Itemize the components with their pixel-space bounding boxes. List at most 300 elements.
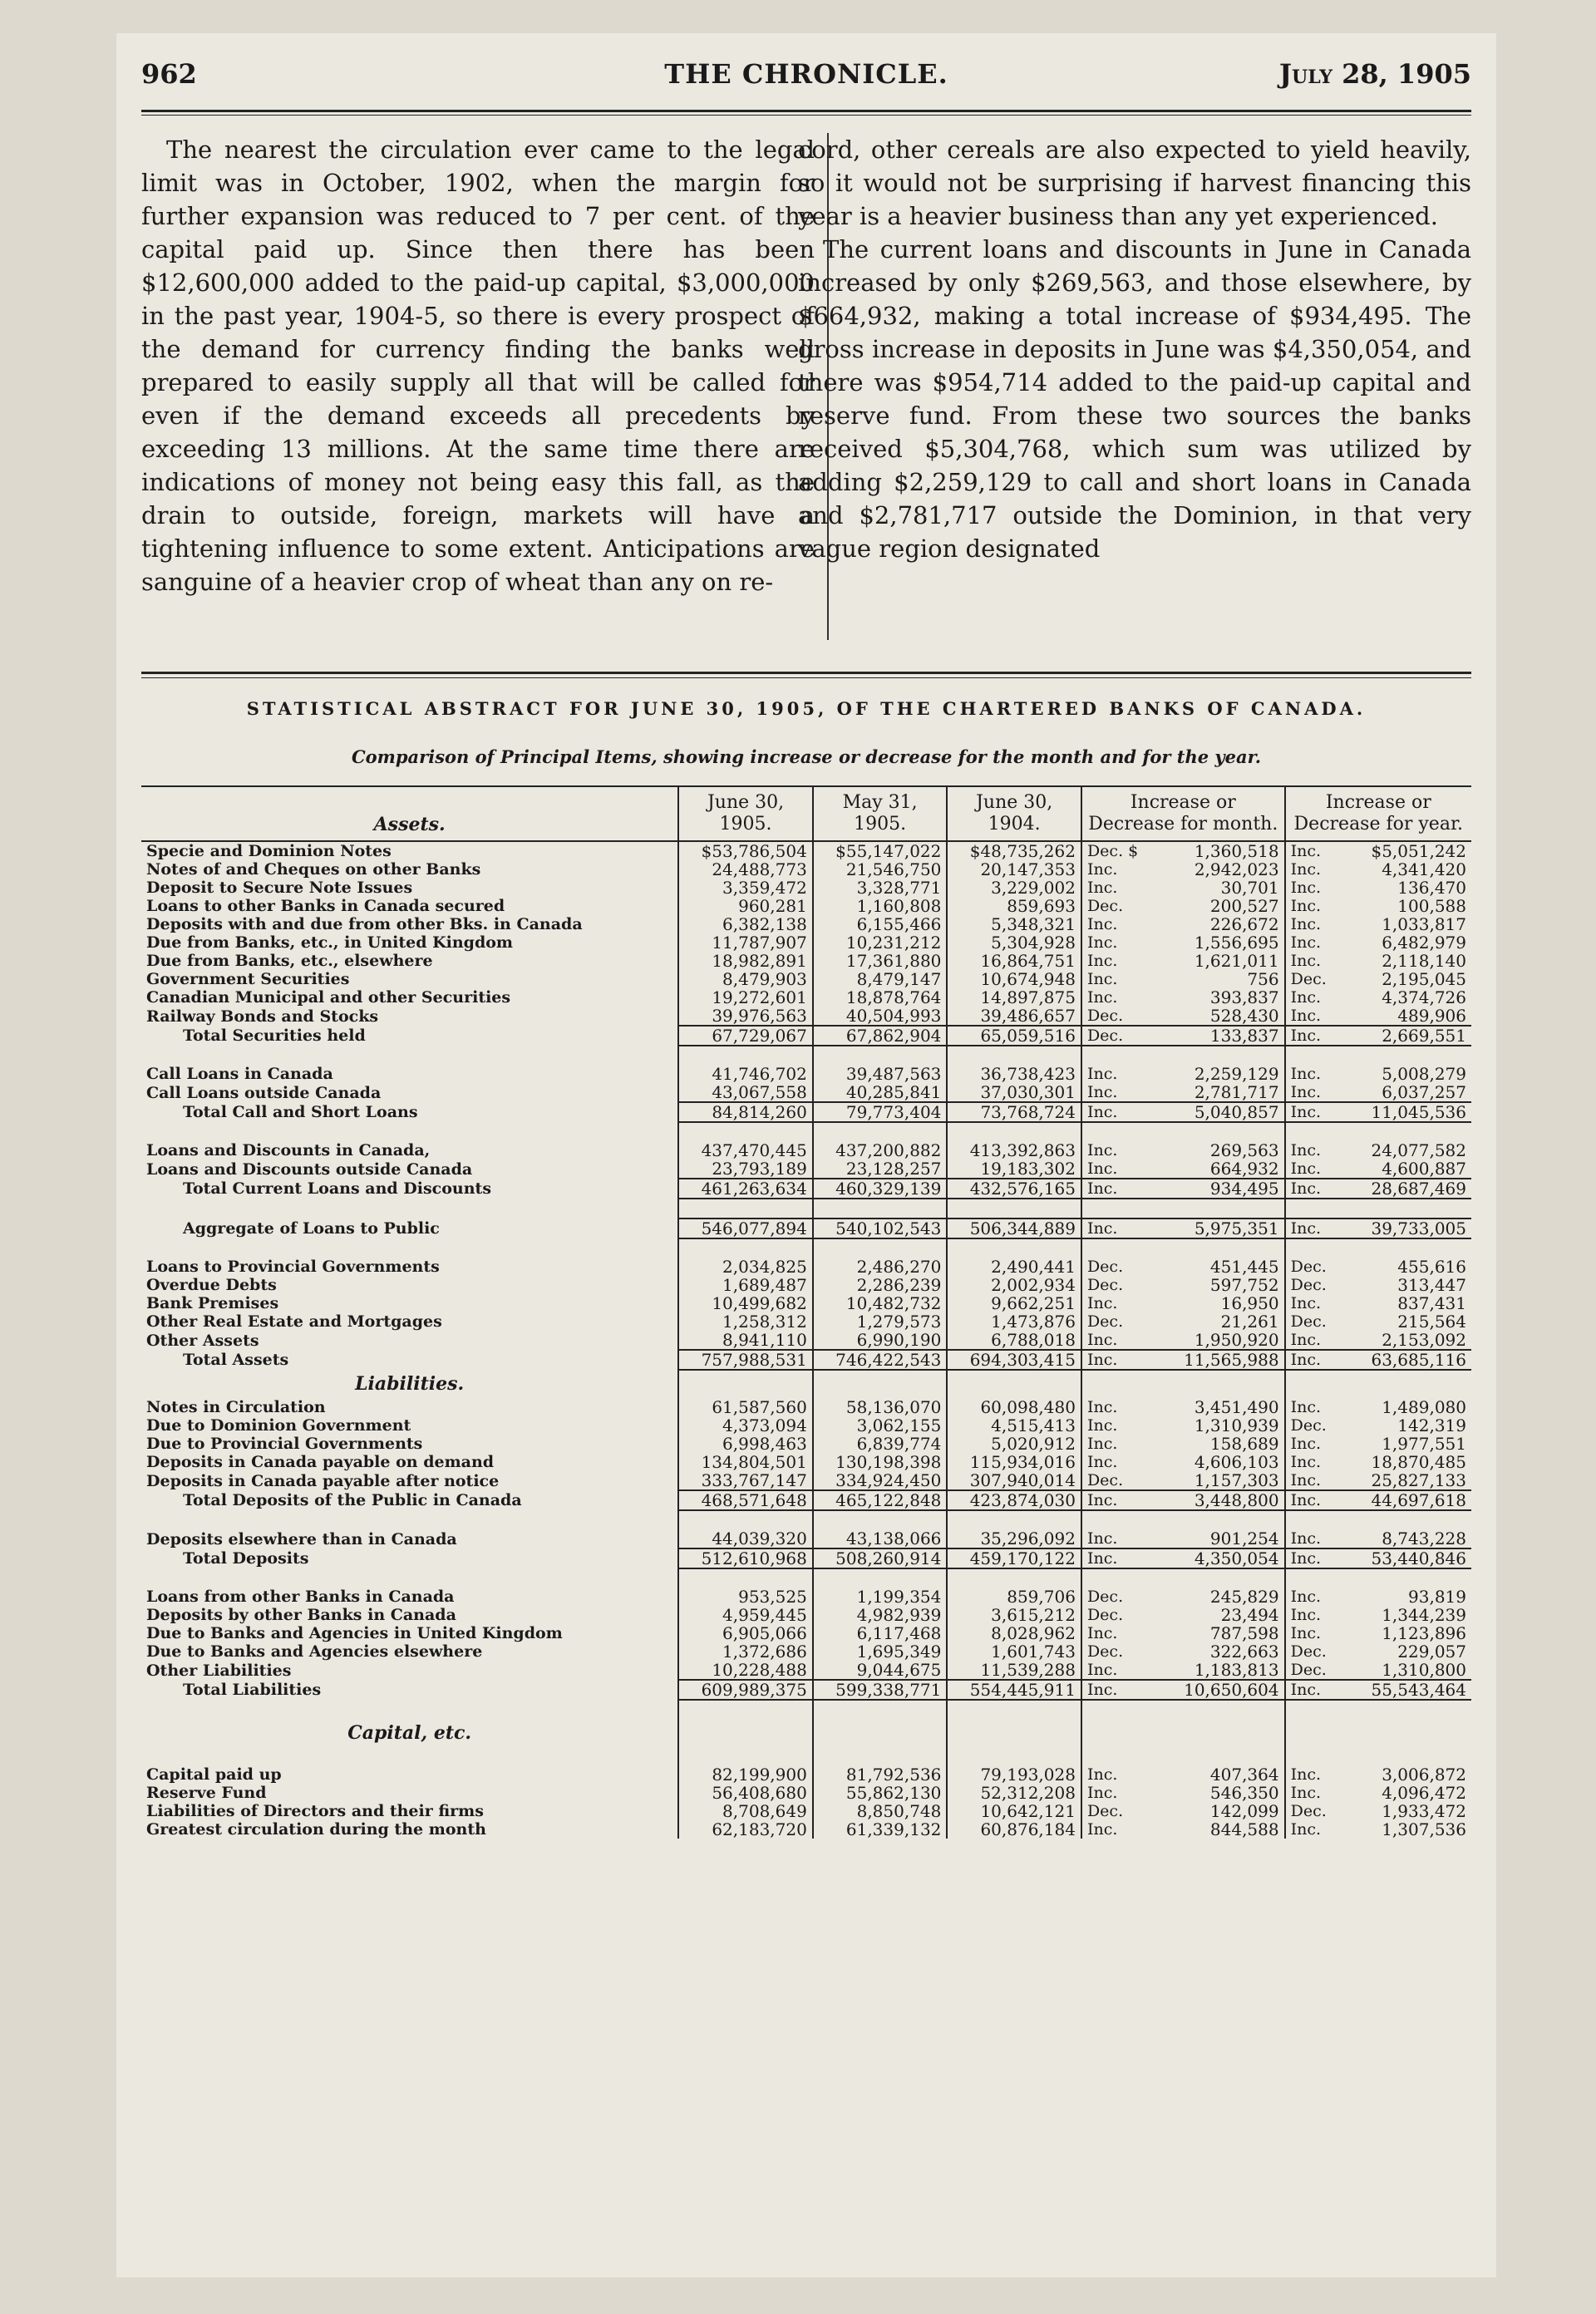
row-label: Liabilities of Directors and their firms [146, 1802, 484, 1820]
month-change-type: Inc. [1081, 1680, 1144, 1700]
value-june-1904: 4,515,413 [947, 1416, 1081, 1435]
year-change-type: Inc. [1285, 1820, 1332, 1839]
header-may-1905: May 31, 1905. [813, 786, 948, 841]
section-heading-row [141, 1719, 1471, 1747]
table-row [141, 933, 1471, 952]
statistical-abstract-table [141, 785, 1471, 1839]
month-change-value: 407,364 [1209, 1765, 1279, 1785]
row-label: Deposits in Canada payable on demand [146, 1453, 495, 1471]
month-change-type: Inc. [1081, 1350, 1144, 1370]
month-change-type: Inc. [1081, 1490, 1144, 1510]
year-change-type: Dec. [1285, 1642, 1332, 1661]
value-june-1904: 60,876,184 [947, 1820, 1081, 1839]
month-change-type: Inc. [1081, 1179, 1144, 1199]
value-may-1905: 3,328,771 [813, 879, 948, 897]
table-row [141, 1007, 1471, 1026]
value-june-1905: 1,258,312 [678, 1312, 813, 1331]
table-row [141, 1471, 1471, 1490]
table-row [141, 1435, 1471, 1453]
empty-cell [1285, 1719, 1332, 1747]
spacer-cell [1081, 1510, 1144, 1529]
year-change-value: 53,440,846 [1332, 1548, 1471, 1568]
row-label: Greatest circulation during the month [146, 1820, 486, 1839]
spacer-row [141, 1568, 1471, 1588]
spacer-cell [1144, 1700, 1285, 1719]
table-row [141, 1661, 1471, 1680]
table-row [141, 1276, 1471, 1294]
month-change-type: Dec. [1081, 1471, 1144, 1490]
month-change-value: 597,752 [1209, 1275, 1279, 1295]
year-change-type: Inc. [1285, 988, 1332, 1007]
value-may-1905: 39,487,563 [813, 1065, 948, 1083]
month-change-value: 546,350 [1209, 1783, 1279, 1803]
spacer-cell [1332, 1568, 1471, 1588]
year-change-type: Inc. [1285, 1219, 1332, 1238]
year-change-value: 2,669,551 [1332, 1026, 1471, 1046]
month-change-type: Inc. [1081, 1416, 1144, 1435]
value-may-1905: 8,850,748 [813, 1802, 948, 1820]
month-change-value: 901,254 [1209, 1529, 1279, 1548]
spacer-row [141, 1510, 1471, 1529]
month-change-type: Dec. [1081, 1276, 1144, 1294]
value-june-1905: 6,382,138 [678, 915, 813, 933]
year-change-type: Dec. [1285, 1276, 1332, 1294]
year-change-value: 6,037,257 [1382, 1082, 1466, 1102]
spacer-cell [947, 1510, 1081, 1529]
value-may-1905: 1,199,354 [813, 1588, 948, 1606]
month-change-value: 245,829 [1209, 1587, 1279, 1607]
table-row [141, 1765, 1471, 1784]
year-change-value: 2,153,092 [1382, 1330, 1466, 1350]
value-june-1904: 5,304,928 [947, 933, 1081, 952]
table-row [141, 1624, 1471, 1642]
year-change-type: Inc. [1285, 897, 1332, 915]
year-change-type: Inc. [1285, 1680, 1332, 1700]
spacer-cell [1144, 1122, 1285, 1141]
value-may-1905: 540,102,543 [813, 1219, 948, 1238]
header-june-1904: June 30, 1904. [947, 786, 1081, 841]
spacer-cell [678, 1046, 813, 1065]
row-label: Total Call and Short Loans [183, 1103, 418, 1121]
year-change-value: 8,743,228 [1382, 1529, 1466, 1548]
value-june-1904: 1,473,876 [947, 1312, 1081, 1331]
row-label: Specie and Dominion Notes [146, 842, 392, 860]
month-change-value: 2,781,717 [1194, 1082, 1279, 1102]
value-may-1905: 6,117,468 [813, 1624, 948, 1642]
table-row [141, 879, 1471, 897]
table-row [141, 897, 1471, 915]
section-heading-row [141, 1370, 1471, 1398]
year-change-type: Dec. [1285, 970, 1332, 988]
month-change-type: Inc. [1081, 1661, 1144, 1680]
row-label: Due from Banks, etc., elsewhere [146, 952, 433, 970]
empty-cell [947, 1719, 1081, 1747]
month-change-value: 756 [1247, 969, 1279, 989]
year-change-value: 1,489,080 [1382, 1397, 1466, 1417]
table-row [141, 1159, 1471, 1179]
value-june-1905: 6,905,066 [678, 1624, 813, 1642]
section-rule [141, 672, 1471, 674]
value-june-1904: 10,674,948 [947, 970, 1081, 988]
spacer-row [141, 1046, 1471, 1065]
row-label: Loans and Discounts in Canada, [146, 1141, 431, 1159]
month-change-value: 5,040,857 [1144, 1102, 1285, 1122]
value-june-1904: 79,193,028 [947, 1765, 1081, 1784]
table-row [141, 1258, 1471, 1276]
month-change-type: Inc. [1081, 1548, 1144, 1568]
value-june-1905: 23,793,189 [678, 1159, 813, 1179]
table-total-row [141, 1179, 1471, 1199]
year-change-type: Dec. [1285, 1802, 1332, 1820]
value-june-1905: 43,067,558 [678, 1083, 813, 1102]
table-row [141, 988, 1471, 1007]
row-label: Government Securities [146, 970, 350, 988]
value-june-1905: 134,804,501 [678, 1453, 813, 1471]
value-june-1905: 10,499,682 [678, 1294, 813, 1312]
value-june-1904: 554,445,911 [947, 1680, 1081, 1700]
value-june-1905: 10,228,488 [678, 1661, 813, 1680]
value-june-1905: 8,708,649 [678, 1802, 813, 1820]
year-change-type: Inc. [1285, 1065, 1332, 1083]
spacer-cell [678, 1747, 813, 1765]
spacer-row [141, 1199, 1471, 1219]
value-june-1905: 512,610,968 [678, 1548, 813, 1568]
article-column-left [141, 133, 815, 598]
value-june-1904: 36,738,423 [947, 1065, 1081, 1083]
year-change-type: Inc. [1285, 1529, 1332, 1548]
month-change-type: Inc. [1081, 1219, 1144, 1238]
spacer-cell [678, 1510, 813, 1529]
month-change-value: 393,837 [1209, 987, 1279, 1007]
issue-date: July 28, 1905 [1278, 58, 1471, 90]
value-june-1904: $48,735,262 [947, 841, 1081, 860]
year-change-type: Inc. [1285, 1026, 1332, 1046]
row-label: Bank Premises [146, 1294, 279, 1312]
value-june-1905: 8,941,110 [678, 1331, 813, 1350]
month-change-type: Dec. [1081, 1026, 1144, 1046]
table-total-row [141, 1102, 1471, 1122]
year-change-value: 11,045,536 [1332, 1102, 1471, 1122]
value-may-1905: 4,982,939 [813, 1606, 948, 1624]
year-change-type: Dec. [1285, 1312, 1332, 1331]
year-change-type: Inc. [1285, 1606, 1332, 1624]
value-june-1905: 953,525 [678, 1588, 813, 1606]
value-june-1904: 3,615,212 [947, 1606, 1081, 1624]
row-label: Other Real Estate and Mortgages [146, 1312, 442, 1331]
value-may-1905: 1,279,573 [813, 1312, 948, 1331]
spacer-cell [1144, 1199, 1285, 1219]
month-change-value: 5,975,351 [1144, 1219, 1285, 1238]
spacer-cell [947, 1046, 1081, 1065]
header-june-1905: June 30, 1905. [678, 786, 813, 841]
table-row [141, 1642, 1471, 1661]
empty-cell [947, 1370, 1081, 1398]
table-row [141, 1453, 1471, 1471]
value-june-1905: 546,077,894 [678, 1219, 813, 1238]
table-row [141, 1398, 1471, 1416]
value-may-1905: 9,044,675 [813, 1661, 948, 1680]
month-change-value: 226,672 [1209, 914, 1279, 934]
month-change-value: 664,932 [1209, 1159, 1279, 1179]
spacer-cell [141, 1510, 678, 1529]
spacer-cell [947, 1747, 1081, 1765]
table-header-row [141, 786, 1471, 841]
row-label: Loans to other Banks in Canada secured [146, 897, 505, 915]
spacer-cell [141, 1568, 678, 1588]
newspaper-page [116, 33, 1496, 2277]
month-change-type: Inc. [1081, 1820, 1144, 1839]
value-may-1905: 21,546,750 [813, 860, 948, 879]
spacer-cell [1285, 1700, 1332, 1719]
spacer-cell [1285, 1046, 1332, 1065]
year-change-type: Inc. [1285, 952, 1332, 970]
year-change-value: 313,447 [1397, 1275, 1466, 1295]
table-total-row [141, 1548, 1471, 1568]
value-june-1904: 2,002,934 [947, 1276, 1081, 1294]
spacer-cell [141, 1747, 678, 1765]
month-change-type: Inc. [1081, 970, 1144, 988]
row-label: Total Current Loans and Discounts [183, 1179, 492, 1198]
article-paragraph: The nearest the circulation ever came to the legal limit was in October, 1902, when the margin for further expansion was reduced to 7 per cent. of the capital paid up. Since then there has been $12,600,000 added to the paid-up capital, $3,000,000 in the past year, 1904-5, so there is every prospect of the demand for currency finding the banks well prepared to easily supply all that will be called for even if the demand exceeds all precedents by exceeding 13 millions. At the same time there are indications of money not being easy this fall, as the drain to outside, foreign, markets will have a tightening influence to some extent. Anticipations are sanguine of a heavier crop of wheat than any on re- [141, 135, 815, 596]
year-change-value: 44,697,618 [1332, 1490, 1471, 1510]
value-june-1904: 16,864,751 [947, 952, 1081, 970]
month-change-value: 1,310,939 [1194, 1415, 1279, 1435]
row-label: Deposit to Secure Note Issues [146, 879, 413, 897]
value-june-1905: 18,982,891 [678, 952, 813, 970]
spacer-cell [1285, 1747, 1332, 1765]
year-change-type: Inc. [1285, 1007, 1332, 1026]
value-june-1905: 609,989,375 [678, 1680, 813, 1700]
spacer-cell [947, 1700, 1081, 1719]
value-may-1905: 10,231,212 [813, 933, 948, 952]
table-row [141, 1331, 1471, 1350]
year-change-type: Inc. [1285, 1765, 1332, 1784]
month-change-value: 21,261 [1220, 1312, 1279, 1332]
row-label: Loans from other Banks in Canada [146, 1588, 455, 1606]
year-change-type: Inc. [1285, 933, 1332, 952]
value-june-1905: 61,587,560 [678, 1398, 813, 1416]
spacer-cell [678, 1238, 813, 1258]
month-change-value: 3,448,800 [1144, 1490, 1285, 1510]
month-change-value: 10,650,604 [1144, 1680, 1285, 1700]
year-change-value: 142,319 [1397, 1415, 1466, 1435]
month-change-type: Inc. [1081, 1065, 1144, 1083]
spacer-cell [678, 1700, 813, 1719]
month-change-type: Inc. [1081, 1141, 1144, 1159]
spacer-cell [1081, 1700, 1144, 1719]
year-change-value: 4,374,726 [1382, 987, 1466, 1007]
spacer-cell [141, 1122, 678, 1141]
year-change-value: 4,600,887 [1382, 1159, 1466, 1179]
month-change-value: 2,942,023 [1194, 859, 1279, 879]
value-june-1904: 10,642,121 [947, 1802, 1081, 1820]
value-may-1905: 17,361,880 [813, 952, 948, 970]
table-row [141, 1065, 1471, 1083]
spacer-cell [141, 1238, 678, 1258]
year-change-value: 215,564 [1397, 1312, 1466, 1332]
abstract-subtitle: Comparison of Principal Items, showing increase or decrease for the month and for the year. [351, 746, 1262, 767]
spacer-cell [678, 1199, 813, 1219]
empty-cell [813, 1719, 948, 1747]
spacer-cell [813, 1238, 948, 1258]
table-total-row [141, 1680, 1471, 1700]
value-june-1905: 82,199,900 [678, 1765, 813, 1784]
spacer-cell [1332, 1510, 1471, 1529]
year-change-type: Inc. [1285, 841, 1332, 860]
spacer-cell [1144, 1046, 1285, 1065]
month-change-value: 269,563 [1209, 1140, 1279, 1160]
value-may-1905: 61,339,132 [813, 1820, 948, 1839]
value-may-1905: 2,486,270 [813, 1258, 948, 1276]
year-change-value: 93,819 [1408, 1587, 1466, 1607]
value-june-1905: 437,470,445 [678, 1141, 813, 1159]
value-may-1905: 6,990,190 [813, 1331, 948, 1350]
empty-cell [1144, 1719, 1285, 1747]
value-june-1904: 37,030,301 [947, 1083, 1081, 1102]
month-change-type: Dec. [1081, 1588, 1144, 1606]
year-change-value: 39,733,005 [1332, 1219, 1471, 1238]
value-june-1905: 960,281 [678, 897, 813, 915]
table-row [141, 1820, 1471, 1839]
year-change-value: 18,870,485 [1371, 1452, 1466, 1472]
month-change-value: 200,527 [1209, 896, 1279, 916]
table-total-row [141, 1350, 1471, 1370]
table-row [141, 1312, 1471, 1331]
value-june-1904: 413,392,863 [947, 1141, 1081, 1159]
value-june-1904: 52,312,208 [947, 1784, 1081, 1802]
month-change-type: Dec. $ [1081, 841, 1144, 860]
value-may-1905: 6,155,466 [813, 915, 948, 933]
value-june-1905: 41,746,702 [678, 1065, 813, 1083]
row-label: Total Assets [183, 1351, 289, 1369]
spacer-cell [813, 1568, 948, 1588]
month-change-type: Inc. [1081, 933, 1144, 952]
header-rule [141, 110, 1471, 112]
year-change-value: 2,118,140 [1382, 951, 1466, 971]
year-change-value: 1,310,800 [1382, 1660, 1466, 1680]
year-change-value: 4,096,472 [1382, 1783, 1466, 1803]
year-change-type: Inc. [1285, 1294, 1332, 1312]
spacer-cell [1285, 1238, 1332, 1258]
value-june-1905: 461,263,634 [678, 1179, 813, 1199]
value-june-1905: 62,183,720 [678, 1820, 813, 1839]
month-change-value: 3,451,490 [1194, 1397, 1279, 1417]
value-june-1905: 1,372,686 [678, 1642, 813, 1661]
table-row [141, 1294, 1471, 1312]
publication-title: THE CHRONICLE. [664, 58, 948, 90]
year-change-value: 1,933,472 [1382, 1801, 1466, 1821]
month-change-type: Dec. [1081, 1312, 1144, 1331]
section-rule-thin [141, 677, 1471, 678]
empty-cell [678, 1370, 813, 1398]
empty-cell [1332, 1719, 1471, 1747]
year-change-value: 489,906 [1397, 1006, 1466, 1026]
article-body [141, 133, 1471, 665]
value-june-1904: 506,344,889 [947, 1219, 1081, 1238]
value-may-1905: 81,792,536 [813, 1765, 948, 1784]
row-label: Deposits in Canada payable after notice [146, 1471, 500, 1490]
value-may-1905: 508,260,914 [813, 1548, 948, 1568]
article-paragraph: cord, other cereals are also expected to yield heavily, so it would not be surprising if harvest financing this year is a heavier business than any yet experienced. [798, 135, 1471, 230]
value-may-1905: 465,122,848 [813, 1490, 948, 1510]
value-june-1904: 859,693 [947, 897, 1081, 915]
spacer-cell [1332, 1046, 1471, 1065]
year-change-type: Inc. [1285, 1159, 1332, 1179]
value-june-1905: 3,359,472 [678, 879, 813, 897]
spacer-cell [947, 1238, 1081, 1258]
row-label: Total Securities held [183, 1027, 366, 1045]
empty-cell [1081, 1719, 1144, 1747]
year-change-type: Inc. [1285, 1350, 1332, 1370]
value-june-1904: 432,576,165 [947, 1179, 1081, 1199]
year-change-value: 3,006,872 [1382, 1765, 1466, 1785]
row-label: Due to Banks and Agencies elsewhere [146, 1642, 483, 1661]
value-may-1905: 40,504,993 [813, 1007, 948, 1026]
value-may-1905: 55,862,130 [813, 1784, 948, 1802]
spacer-cell [1081, 1238, 1144, 1258]
spacer-cell [947, 1122, 1081, 1141]
year-change-type: Dec. [1285, 1258, 1332, 1276]
row-label: Due to Provincial Governments [146, 1435, 423, 1453]
month-change-value: 1,183,813 [1194, 1660, 1279, 1680]
value-june-1904: 3,229,002 [947, 879, 1081, 897]
spacer-cell [1081, 1199, 1144, 1219]
page-number: 962 [141, 58, 197, 90]
value-june-1905: $53,786,504 [678, 841, 813, 860]
value-june-1904: 11,539,288 [947, 1661, 1081, 1680]
month-change-value: 16,950 [1220, 1293, 1279, 1313]
value-june-1904: 307,940,014 [947, 1471, 1081, 1490]
value-june-1904: 5,348,321 [947, 915, 1081, 933]
month-change-value: 934,495 [1144, 1179, 1285, 1199]
year-change-type: Dec. [1285, 1661, 1332, 1680]
value-may-1905: 746,422,543 [813, 1350, 948, 1370]
spacer-cell [678, 1122, 813, 1141]
spacer-cell [1081, 1122, 1144, 1141]
header-rule-thin [141, 115, 1471, 116]
value-may-1905: $55,147,022 [813, 841, 948, 860]
year-change-type: Inc. [1285, 1398, 1332, 1416]
empty-cell [1144, 1370, 1285, 1398]
value-june-1905: 44,039,320 [678, 1529, 813, 1548]
year-change-value: 25,827,133 [1371, 1470, 1466, 1490]
row-label: Deposits by other Banks in Canada [146, 1606, 456, 1624]
spacer-cell [813, 1046, 948, 1065]
row-label: Aggregate of Loans to Public [183, 1219, 440, 1238]
table-row [141, 1588, 1471, 1606]
value-june-1904: 459,170,122 [947, 1548, 1081, 1568]
row-label: Notes in Circulation [146, 1398, 326, 1416]
month-change-value: 158,689 [1209, 1434, 1279, 1454]
table-row [141, 970, 1471, 988]
year-change-type: Inc. [1285, 1435, 1332, 1453]
year-change-type: Inc. [1285, 1471, 1332, 1490]
year-change-value: 136,470 [1397, 878, 1466, 898]
month-change-type: Inc. [1081, 1083, 1144, 1102]
spacer-cell [1332, 1700, 1471, 1719]
row-label: Reserve Fund [146, 1784, 267, 1802]
value-june-1905: 4,373,094 [678, 1416, 813, 1435]
month-change-type: Inc. [1081, 1453, 1144, 1471]
month-change-type: Inc. [1081, 915, 1144, 933]
value-may-1905: 1,160,808 [813, 897, 948, 915]
row-label: Notes of and Cheques on other Banks [146, 860, 481, 879]
value-june-1904: 2,490,441 [947, 1258, 1081, 1276]
row-label: Due to Banks and Agencies in United Kingdom [146, 1624, 563, 1642]
value-may-1905: 437,200,882 [813, 1141, 948, 1159]
article-column-right [798, 133, 1471, 565]
value-june-1905: 39,976,563 [678, 1007, 813, 1026]
